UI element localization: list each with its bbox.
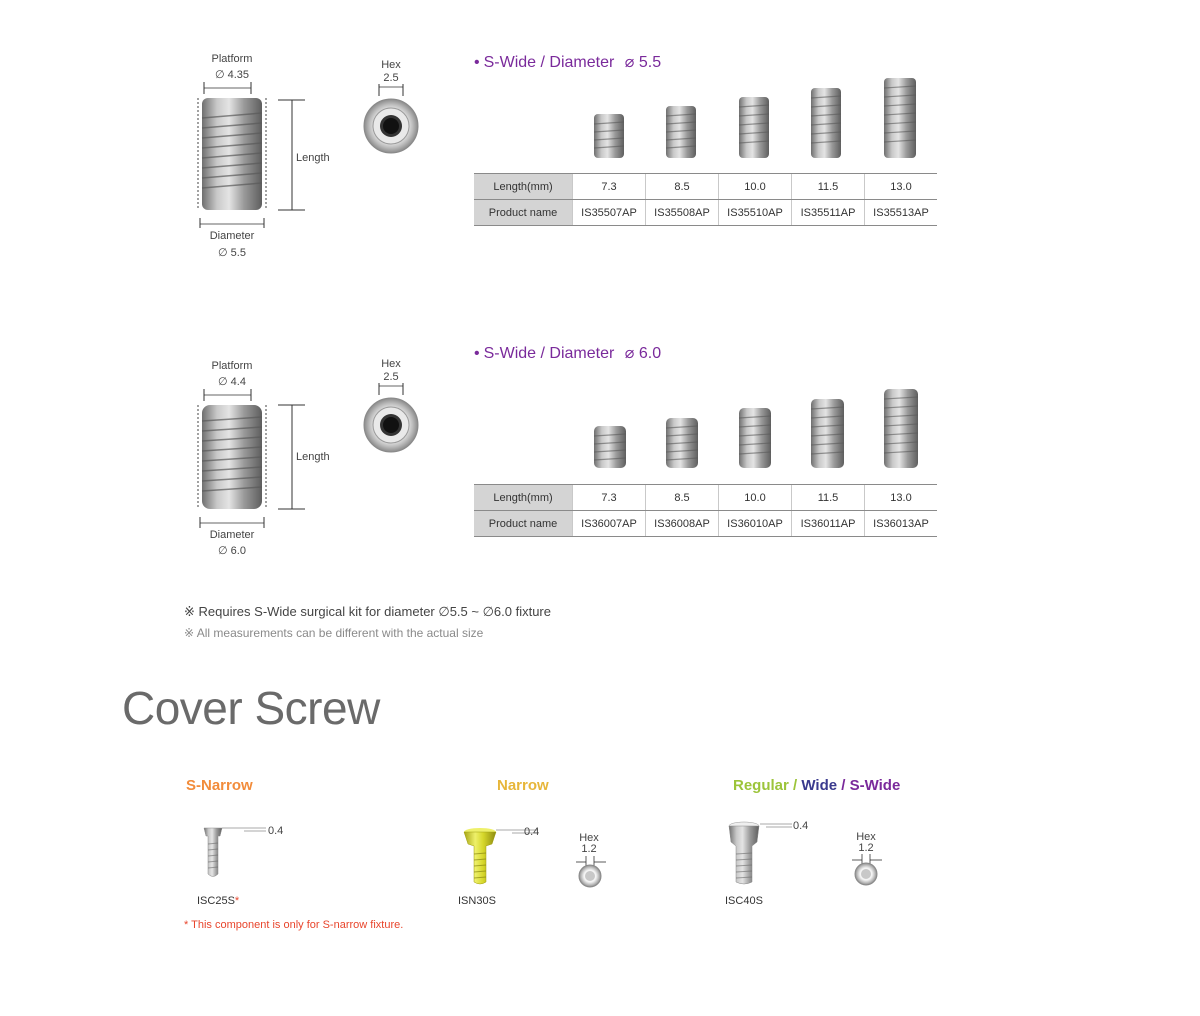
hex-label: Hex bbox=[381, 59, 401, 71]
length-row bbox=[474, 174, 937, 200]
regular-hex-label: Hex bbox=[856, 831, 876, 843]
cover-screw-title: Cover Screw bbox=[122, 682, 380, 734]
length-row bbox=[474, 485, 937, 511]
hex-top-view bbox=[360, 369, 420, 455]
diameter-value: ∅ 6.0 bbox=[218, 545, 246, 557]
product-row bbox=[474, 200, 937, 226]
product-row bbox=[474, 511, 937, 537]
length-cell: 10.0 bbox=[719, 485, 792, 511]
product-image-3 bbox=[739, 408, 771, 468]
product-image-5 bbox=[884, 78, 916, 158]
section-title bbox=[474, 343, 661, 363]
length-cell: 10.0 bbox=[719, 174, 792, 200]
regular-label: Regular bbox=[733, 777, 789, 794]
length-label: Length bbox=[296, 152, 330, 164]
wide-label: Wide bbox=[801, 777, 838, 794]
product-image-4 bbox=[811, 399, 844, 468]
product-header: Product name bbox=[474, 200, 573, 226]
kit-note: ※ Requires S-Wide surgical kit for diameter ∅5.5 ~ ∅6.0 fixture bbox=[184, 604, 551, 619]
platform-label: Platform bbox=[211, 360, 253, 372]
length-cell: 13.0 bbox=[865, 174, 938, 200]
length-cell: 11.5 bbox=[792, 485, 865, 511]
product-cell: IS35508AP bbox=[646, 200, 719, 226]
length-cell: 7.3 bbox=[573, 174, 646, 200]
diameter-value: ∅ 5.5 bbox=[218, 247, 246, 259]
title-dia: ⌀ 5.5 bbox=[624, 54, 662, 71]
product-image-1 bbox=[594, 114, 624, 158]
regular-wide-label bbox=[733, 777, 900, 794]
regular-hex-icon bbox=[848, 852, 888, 888]
section-title bbox=[474, 52, 661, 72]
length-cell: 11.5 bbox=[792, 174, 865, 200]
length-header: Length(mm) bbox=[474, 485, 573, 511]
measurement-note: ※ All measurements can be different with the actual size bbox=[184, 626, 484, 640]
narrow-code: ISN30S bbox=[458, 895, 496, 907]
narrow-hex-label: Hex bbox=[579, 832, 599, 844]
title-text: S-Wide / Diameter bbox=[483, 54, 615, 71]
product-image-1 bbox=[594, 426, 626, 468]
product-image-2 bbox=[666, 106, 696, 158]
product-header: Product name bbox=[474, 511, 573, 537]
hex-top-view bbox=[360, 70, 420, 156]
length-cell: 13.0 bbox=[865, 485, 938, 511]
platform-value: ∅ 4.35 bbox=[214, 69, 250, 81]
bullet: • bbox=[474, 345, 480, 362]
hex-value: 2.5 bbox=[383, 371, 399, 383]
length-cell: 8.5 bbox=[646, 485, 719, 511]
length-cell: 8.5 bbox=[646, 174, 719, 200]
s-narrow-dim: 0.4 bbox=[268, 825, 284, 837]
hex-value: 2.5 bbox=[383, 72, 399, 84]
separator: / bbox=[841, 777, 846, 794]
platform-value: ∅ 4.4 bbox=[218, 376, 246, 388]
title-dia: ⌀ 6.0 bbox=[624, 345, 662, 362]
hex-label: Hex bbox=[381, 358, 401, 370]
length-header: Length(mm) bbox=[474, 174, 573, 200]
product-image-2 bbox=[666, 418, 698, 468]
product-cell: IS35510AP bbox=[719, 200, 792, 226]
platform-label: Platform bbox=[211, 53, 253, 65]
s-narrow-label: S-Narrow bbox=[186, 777, 253, 794]
narrow-hex-icon bbox=[572, 854, 612, 890]
s-narrow-code bbox=[197, 895, 239, 907]
spec-table bbox=[474, 173, 937, 226]
product-cell: IS35511AP bbox=[792, 200, 865, 226]
product-image-3 bbox=[739, 97, 769, 158]
asterisk: * bbox=[234, 895, 240, 907]
diameter-label: Diameter bbox=[209, 529, 255, 541]
narrow-hex-value: 1.2 bbox=[581, 843, 597, 855]
narrow-label: Narrow bbox=[497, 777, 549, 794]
length-cell: 7.3 bbox=[573, 485, 646, 511]
product-image-4 bbox=[811, 88, 841, 158]
product-cell: IS36013AP bbox=[865, 511, 938, 537]
product-row bbox=[474, 382, 940, 478]
length-label: Length bbox=[296, 451, 330, 463]
s-narrow-footnote: * This component is only for S-narrow fixture. bbox=[184, 919, 404, 931]
product-cell: IS35513AP bbox=[865, 200, 938, 226]
s-narrow-code-text: ISC25S bbox=[197, 895, 235, 907]
regular-hex-value: 1.2 bbox=[858, 842, 874, 854]
product-cell: IS36008AP bbox=[646, 511, 719, 537]
bullet: • bbox=[474, 54, 480, 71]
product-cell: IS35507AP bbox=[573, 200, 646, 226]
narrow-dim: 0.4 bbox=[524, 826, 540, 838]
product-row bbox=[474, 72, 940, 168]
regular-dim: 0.4 bbox=[793, 820, 809, 832]
diameter-label: Diameter bbox=[209, 230, 255, 242]
regular-code: ISC40S bbox=[725, 895, 763, 907]
swide-label: S-Wide bbox=[849, 777, 901, 794]
product-cell: IS36007AP bbox=[573, 511, 646, 537]
product-cell: IS36011AP bbox=[792, 511, 865, 537]
regular-screw-image bbox=[726, 816, 826, 886]
product-image-5 bbox=[884, 389, 918, 468]
separator: / bbox=[793, 777, 798, 794]
title-text: S-Wide / Diameter bbox=[483, 345, 615, 362]
spec-table bbox=[474, 484, 937, 537]
product-cell: IS36010AP bbox=[719, 511, 792, 537]
